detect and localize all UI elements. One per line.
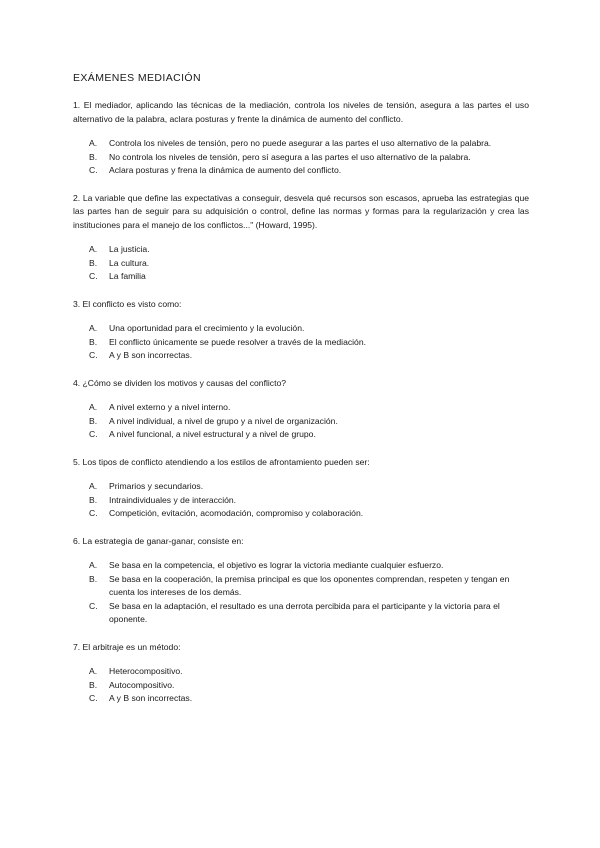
question-6 [73, 535, 529, 627]
option-text: Se basa en la cooperación, la premisa principal es que los oponentes comprendan, respeten y tengan en cuenta los intereses de los demás. [109, 573, 510, 597]
question-text: 7. El arbitraje es un método: [73, 641, 181, 652]
option-text: Se basa en la competencia, el objetivo es lograr la victoria mediante cualquier esfuerzo. [109, 560, 444, 570]
option-letter: A. [89, 323, 98, 333]
option-letter: A. [89, 402, 98, 412]
answer-option-b [73, 573, 529, 600]
option-letter: B. [89, 257, 98, 268]
answer-options [73, 559, 529, 627]
option-text: A nivel funcional, a nivel estructural y a nivel de grupo. [109, 429, 316, 439]
answer-option-b [73, 679, 529, 693]
option-letter: C. [89, 271, 98, 281]
answer-option-b [73, 494, 529, 508]
question-text: 1. El mediador, aplicando las técnicas de la mediación, controla los niveles de tensión, asegura a las partes el uso alternativo de la palabra, aclara posturas y frente la dinámica de aumento del conflicto. [73, 100, 529, 124]
option-text: La familia [109, 271, 146, 281]
option-letter: C. [89, 693, 98, 703]
question-text: 3. El conflicto es visto como: [73, 298, 182, 309]
answer-option-c [73, 349, 529, 363]
question-7 [73, 641, 529, 706]
option-letter: A. [89, 666, 98, 676]
option-text: A y B son incorrectas. [109, 350, 193, 360]
answer-option-b [73, 336, 529, 350]
option-text: Aclara posturas y frena la dinámica de aumento del conflicto. [109, 165, 342, 175]
option-letter: C. [89, 508, 98, 518]
question-4 [73, 377, 529, 442]
option-text: La justicia. [109, 244, 150, 254]
answer-option-c [73, 270, 529, 284]
option-letter: B. [89, 336, 98, 347]
answer-option-c [73, 164, 529, 178]
answer-options [73, 665, 529, 706]
answer-option-a [73, 137, 529, 151]
answer-option-a [73, 401, 529, 415]
document-title: EXÁMENES MEDIACIÓN [73, 72, 201, 84]
answer-option-c [73, 428, 529, 442]
option-letter: B. [89, 415, 98, 426]
option-letter: C. [89, 600, 98, 611]
question-3 [73, 298, 529, 363]
answer-option-b [73, 257, 529, 271]
option-letter: C. [89, 350, 98, 360]
option-letter: A. [89, 481, 98, 491]
option-text: Se basa en la adaptación, el resultado es una derrota percibida para el participante y la victoria para el oponente. [109, 600, 500, 624]
option-text: El conflicto únicamente se puede resolver a través de la mediación. [109, 336, 366, 347]
option-text: Competición, evitación, acomodación, compromiso y colaboración. [109, 508, 364, 518]
option-text: La cultura. [109, 257, 150, 268]
option-letter: C. [89, 165, 98, 175]
option-text: Controla los niveles de tensión, pero no puede asegurar a las partes el uso alternativo de la palabra. [109, 138, 492, 148]
answer-option-c [73, 692, 529, 706]
option-text: Autocompositivo. [109, 679, 175, 690]
question-1 [73, 99, 529, 178]
answer-option-a [73, 243, 529, 257]
document-content [73, 72, 529, 720]
option-letter: C. [89, 429, 98, 439]
question-5 [73, 456, 529, 521]
option-text: Una oportunidad para el crecimiento y la evolución. [109, 323, 305, 333]
question-text: 6. La estrategia de ganar-ganar, consiste en: [73, 535, 244, 546]
option-text: Intraindividuales y de interacción. [109, 494, 237, 505]
question-text: 5. Los tipos de conflicto atendiendo a los estilos de afrontamiento pueden ser: [73, 456, 370, 467]
answer-option-b [73, 415, 529, 429]
answer-options [73, 137, 529, 178]
answer-options [73, 480, 529, 521]
option-text: A nivel individual, a nivel de grupo y a nivel de organización. [109, 415, 338, 426]
option-letter: B. [89, 679, 98, 690]
option-text: Primarios y secundarios. [109, 481, 204, 491]
answer-option-a [73, 480, 529, 494]
option-letter: A. [89, 244, 98, 254]
answer-options [73, 401, 529, 442]
answer-option-a [73, 559, 529, 573]
option-text: A y B son incorrectas. [109, 693, 193, 703]
option-letter: A. [89, 138, 98, 148]
answer-option-a [73, 322, 529, 336]
option-text: Heterocompositivo. [109, 666, 183, 676]
answer-options [73, 243, 529, 284]
question-text: 2. La variable que define las expectativas a conseguir, desvela qué recursos son escasos, aprueba las estrategias que las partes han de seguir para su adquisición o control, define las normas y formas para la regularización y crea las instituciones para el manejo de los conflictos..." (Howard, 1995). [73, 192, 529, 230]
question-2 [73, 192, 529, 284]
answer-option-a [73, 665, 529, 679]
answer-option-b [73, 151, 529, 165]
option-letter: B. [89, 151, 98, 162]
option-letter: B. [89, 494, 98, 505]
option-text: A nivel externo y a nivel interno. [109, 402, 231, 412]
option-letter: B. [89, 573, 98, 584]
answer-option-c [73, 600, 529, 627]
option-text: No controla los niveles de tensión, pero sí asegura a las partes el uso alternativo de la palabra. [109, 151, 471, 162]
option-letter: A. [89, 560, 98, 570]
answer-options [73, 322, 529, 363]
answer-option-c [73, 507, 529, 521]
question-text: 4. ¿Cómo se dividen los motivos y causas del conflicto? [73, 377, 287, 388]
